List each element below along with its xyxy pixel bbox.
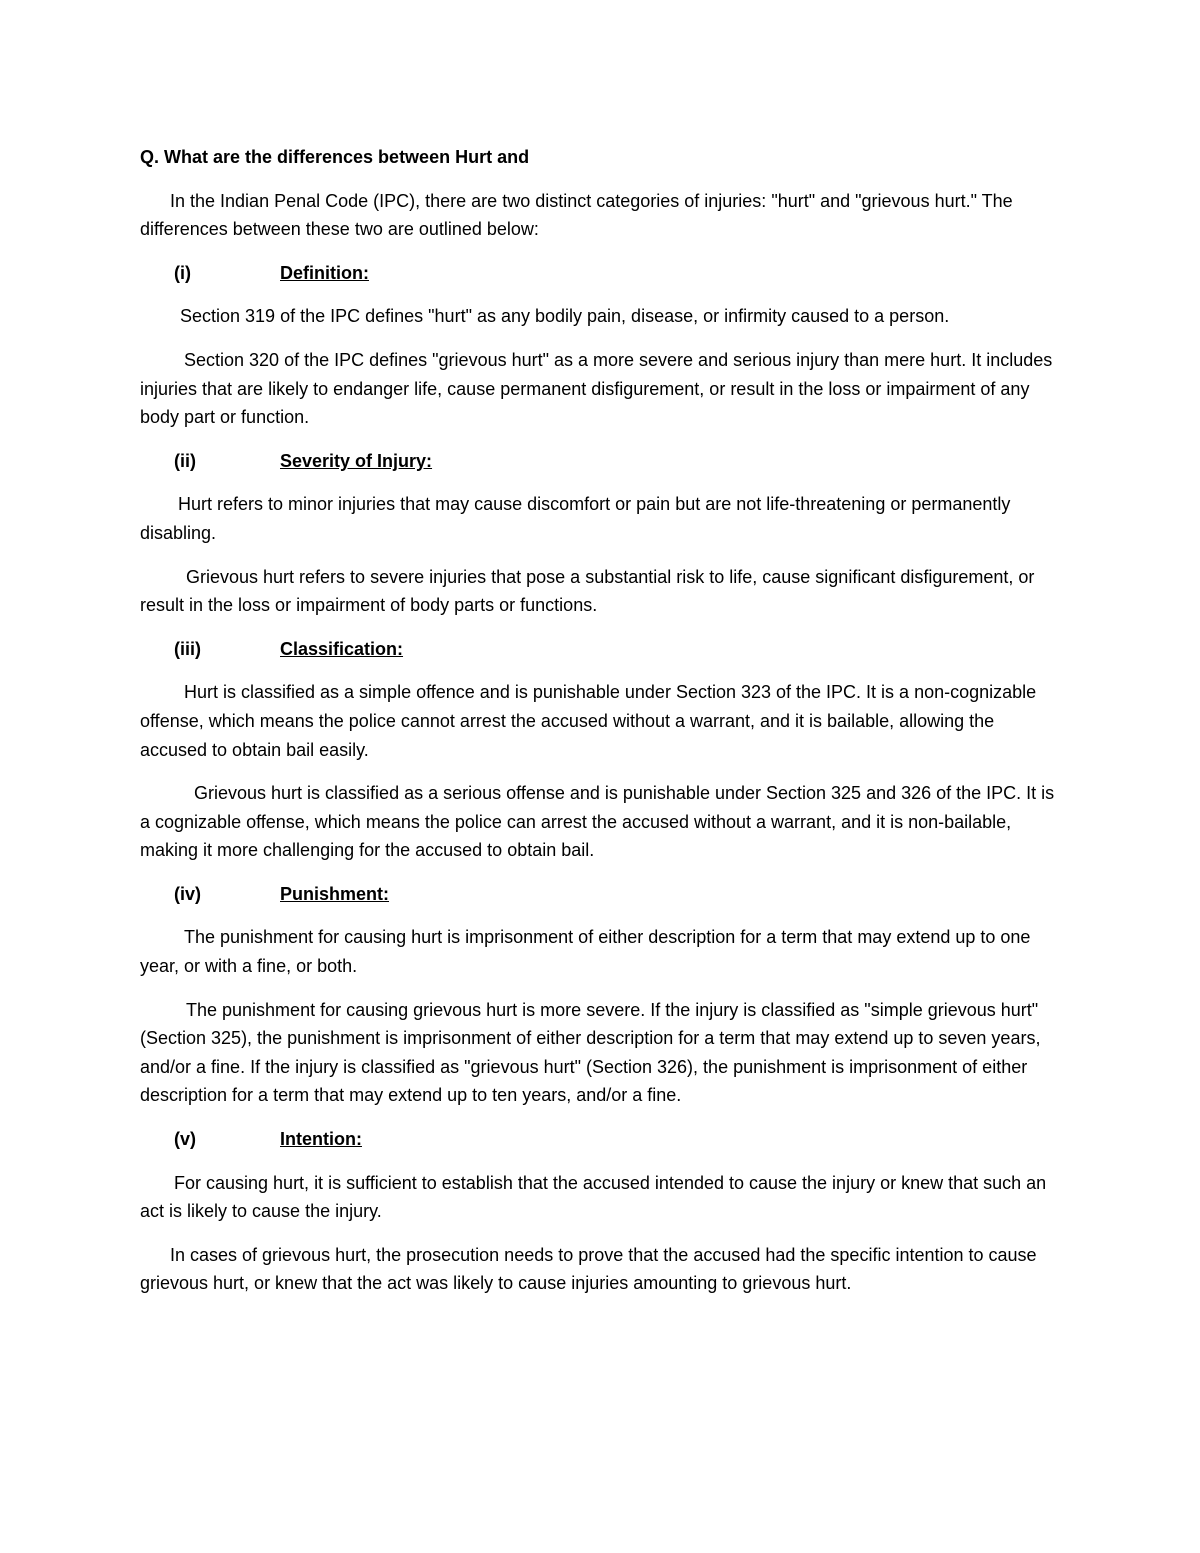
section-heading-severity xyxy=(140,447,1060,476)
question-title: Q. What are the differences between Hurt and xyxy=(140,147,530,167)
paragraph-grievous-intention: In cases of grievous hurt, the prosecution needs to prove that the accused had the specific intention to cause grievous hurt, or knew that the act was likely to cause injuries amounting to grievous hurt. xyxy=(140,1244,1037,1294)
section-number: (iv) xyxy=(174,883,201,904)
section-heading-punishment xyxy=(140,880,1060,909)
section-number: (iii) xyxy=(174,638,201,659)
paragraph-hurt-definition: Section 319 of the IPC defines "hurt" as any bodily pain, disease, or infirmity caused to a person. xyxy=(180,306,950,327)
paragraph-hurt-classification: Hurt is classified as a simple offence and is punishable under Section 323 of the IPC. It is a non-cognizable offense, which means the police cannot arrest the accused without a warrant, and it is bailable, allowing the accused to obtain bail easily. xyxy=(140,682,1037,760)
section-label: Classification: xyxy=(280,638,404,659)
section-label: Intention: xyxy=(280,1129,362,1150)
paragraph-hurt-punishment: The punishment for causing hurt is imprisonment of either description for a term that may extend up to one year, or with a fine, or both. xyxy=(140,927,1031,977)
paragraph-hurt-intention: For causing hurt, it is sufficient to establish that the accused intended to cause the injury or knew that such an act is likely to cause the injury. xyxy=(140,1172,1047,1222)
section-label: Definition: xyxy=(280,262,369,283)
section-label: Severity of Injury: xyxy=(280,450,433,471)
paragraph-grievous-severity: Grievous hurt refers to severe injuries that pose a substantial risk to life, cause significant disfigurement, or result in the loss or impairment of body parts or functions. xyxy=(140,566,1035,616)
section-heading-definition xyxy=(140,259,1060,288)
section-heading-intention xyxy=(140,1125,1060,1154)
section-label: Punishment: xyxy=(280,883,390,904)
intro-paragraph: In the Indian Penal Code (IPC), there are two distinct categories of injuries: "hurt" and "grievous hurt." The differences between these two are outlined below: xyxy=(140,190,1013,240)
section-number: (ii) xyxy=(174,450,196,471)
paragraph-hurt-severity: Hurt refers to minor injuries that may cause discomfort or pain but are not life-threatening or permanently disabling. xyxy=(140,494,1011,543)
paragraph-grievous-classification: Grievous hurt is classified as a serious offense and is punishable under Section 325 and 326 of the IPC. It is a cognizable offense, which means the police can arrest the accused without a warrant, and it is non-bailable, making it more challenging for the accused to obtain bail. xyxy=(140,783,1055,861)
paragraph-grievous-punishment: The punishment for causing grievous hurt is more severe. If the injury is classified as "simple grievous hurt" (Section 325), the punishment is imprisonment of either description for a term that may extend up to seven years, and/or a fine. If the injury is classified as "grievous hurt" (Section 326), the punishment is imprisonment of either description for a term that may extend up to ten years, and/or a fine. xyxy=(140,999,1041,1106)
section-number: (v) xyxy=(174,1129,196,1150)
section-number: (i) xyxy=(174,262,191,283)
document-body xyxy=(140,143,1060,1313)
paragraph-grievous-definition: Section 320 of the IPC defines "grievous hurt" as a more severe and serious injury than mere hurt. It includes injuries that are likely to endanger life, cause permanent disfigurement, or result in the loss or impairment of any body part or function. xyxy=(140,349,1053,428)
section-heading-classification xyxy=(140,635,1060,664)
